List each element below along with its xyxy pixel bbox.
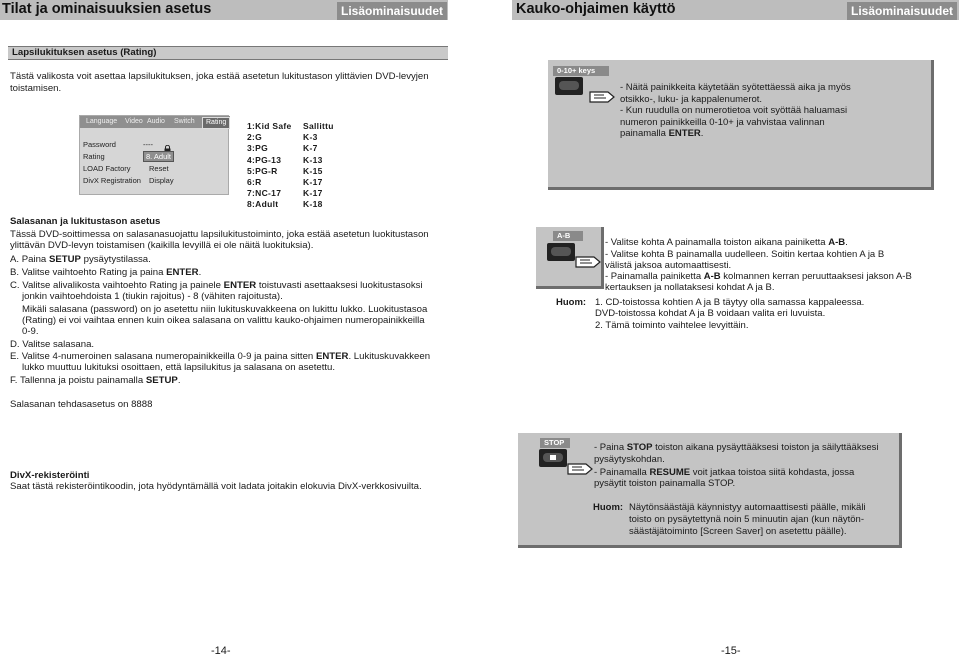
allowed-age: K-17 <box>303 188 323 199</box>
step-e-cont: lukko muuttuu lukituksi osoittaen, että lapsilukitus ja salasana on asetettu. <box>22 362 336 373</box>
rating-level: 5:PG-R <box>247 165 278 176</box>
stop-label: STOP <box>540 438 570 448</box>
osd-reset-value[interactable]: Reset <box>149 164 169 173</box>
keys-text-line: - Kun ruudulla on numerotietoa voit syöttää haluamasi <box>620 105 848 116</box>
allowed-age: K-17 <box>303 177 323 188</box>
tab-video[interactable]: Video <box>125 118 143 125</box>
osd-rating-value[interactable]: 8. Adult <box>143 151 174 162</box>
rating-level: 8:Adult <box>247 199 279 210</box>
allowed-age: K-13 <box>303 154 323 165</box>
osd-password-value[interactable]: ---- <box>143 140 153 149</box>
step-c-cont: 0-9. <box>22 326 39 337</box>
keys-label: 0-10+ keys <box>553 66 609 76</box>
stop-note-line: säästäjätoiminto [Screen Saver] on asetettu päälle). <box>629 526 847 537</box>
keys-text-line: painamalla ENTER. <box>620 128 704 139</box>
ab-text-line: - Valitse kohta A painamalla toiston aikana painiketta A-B. <box>605 237 848 248</box>
step-a: A. Paina SETUP pysäytystilassa. <box>10 254 151 265</box>
keys-text-line: numeron painikkeilla 0-10+ ja vahvistaa valinnan <box>620 117 825 128</box>
step-f: F. Tallenna ja poistu painamalla SETUP. <box>10 375 181 386</box>
tab-language[interactable]: Language <box>86 118 118 125</box>
rating-section-header <box>8 46 448 60</box>
keys-text-line: otsikko-, luku- ja kappalenumerot. <box>620 94 763 105</box>
step-c-cont: Mikäli salasana (password) on jo asetettu niin lukituskuvakkeena on lukittu lukko. Luokitustasoa <box>22 304 428 315</box>
stop-button-icon <box>539 449 567 467</box>
stop-note-line: toisto on pysäytettynä noin 5 minuutin ajan (kun näytön- <box>629 514 865 525</box>
allowed-ages <box>303 121 334 211</box>
tab-rating[interactable]: Rating <box>202 117 230 129</box>
rating-intro-2: toistamisen. <box>10 83 62 94</box>
allowed-age: K-18 <box>303 199 323 210</box>
left-header-button[interactable]: Lisäominaisuudet <box>337 2 447 20</box>
ab-button-icon <box>547 243 575 261</box>
step-b: B. Valitse vaihtoehto Rating ja paina ENTER. <box>10 267 202 278</box>
left-header-title: Tilat ja ominaisuuksien asetus <box>2 1 212 17</box>
allowed-age: K-7 <box>303 143 318 154</box>
stop-note-line: Näytönsäästäjä käynnistyy automaattisesti päälle, mikäli <box>629 502 866 513</box>
ab-note-line: DVD-toistossa kohdat A ja B voidaan valita eri luvuista. <box>595 308 826 319</box>
keys-text-line: - Näitä painikkeita käytetään syötettäessä aika ja myös <box>620 82 851 93</box>
rating-level: 3:PG <box>247 143 269 154</box>
tab-switch[interactable]: Switch <box>174 118 195 125</box>
page-number-left: -14- <box>211 645 231 657</box>
page-number-right: -15- <box>721 645 741 657</box>
pencil-note-icon <box>566 460 594 483</box>
osd-load-factory-label: LOAD Factory <box>83 164 131 173</box>
rating-level: 1:Kid Safe <box>247 121 292 131</box>
step-c-cont: (Rating) ei voi vaihtaa ennen kuin oikea salasana on valittu kauko-ohjaimen numeropainikkeilla <box>22 315 425 326</box>
osd-rating-label: Rating <box>83 152 105 161</box>
ab-note-line: 1. CD-toistossa kohtien A ja B täytyy olla samassa kappaleessa. <box>595 297 865 308</box>
right-header-title: Kauko-ohjaimen käyttö <box>516 1 676 17</box>
password-section-title: Salasanan ja lukitustason asetus <box>10 216 161 227</box>
ab-label: A-B <box>553 231 583 241</box>
step-e: E. Valitse 4-numeroinen salasana numeropainikkeilla 0-9 ja paina sitten ENTER. Lukituskuvakkeen <box>10 351 431 362</box>
osd-divx-label: DivX Registration <box>83 176 141 185</box>
tab-audio[interactable]: Audio <box>147 118 165 125</box>
divx-title: DivX-rekisteröinti <box>10 470 90 481</box>
allowed-header: Sallittu <box>303 121 334 131</box>
password-line: ylittävän DVD-levyn toistamisen (kaikilla levyillä ei ole näitä luokituksia). <box>10 240 314 251</box>
ab-note-line: 2. Tämä toiminto vaihtelee levyittäin. <box>595 320 749 331</box>
stop-text-line: pysäytyskohdan. <box>594 454 665 465</box>
step-c: C. Valitse alivalikosta vaihtoehto Rating ja painele ENTER toistuvasti asettaaksesi luokitustasoksi <box>10 280 423 291</box>
stop-note-label: Huom: <box>593 502 624 513</box>
allowed-age: K-3 <box>303 132 318 143</box>
step-d: D. Valitse salasana. <box>10 339 95 350</box>
rating-levels <box>247 121 292 211</box>
rating-level: 6:R <box>247 177 262 188</box>
ab-text-line: - Painamalla painiketta A-B kolmannen kerran peruuttaaksesi jakson A-B <box>605 271 912 282</box>
ab-note-label: Huom: <box>556 297 587 308</box>
rating-level: 7:NC-17 <box>247 188 282 199</box>
right-header-button[interactable]: Lisäominaisuudet <box>847 2 957 20</box>
password-line: Tässä DVD-soittimessa on salasanasuojattu lapsilukitustoiminto, joka estää asetetun luokitustason <box>10 229 429 240</box>
step-c-cont: jonkin vaihtoehdoista 1 (tiukin rajoitus) - 8 (vähiten rajoitusta). <box>22 291 283 302</box>
osd-display-value[interactable]: Display <box>149 176 174 185</box>
pencil-note-icon <box>588 88 616 111</box>
ab-text-line: välistä jaksoa automaattisesti. <box>605 260 732 271</box>
keys-button-icon <box>555 77 583 95</box>
rating-section-title: Lapsilukituksen asetus (Rating) <box>12 47 157 58</box>
ab-text-line: kertauksen ja nollataksesi kohdat A ja B. <box>605 282 775 293</box>
lock-icon <box>164 140 171 148</box>
stop-text-line: - Paina STOP toiston aikana pysäyttääksesi toiston ja säilyttääksesi <box>594 442 879 453</box>
allowed-age: K-15 <box>303 165 323 176</box>
stop-text-line: pysäytit toiston painamalla STOP. <box>594 478 736 489</box>
factory-password: Salasanan tehdasasetus on 8888 <box>10 399 153 410</box>
rating-level: 4:PG-13 <box>247 154 282 165</box>
setup-menu-screen <box>79 115 229 195</box>
osd-password-label: Password <box>83 140 116 149</box>
pencil-note-icon <box>574 253 602 276</box>
ab-text-line: - Valitse kohta B painamalla uudelleen. Soitin kertaa kohtien A ja B <box>605 249 885 260</box>
stop-text-line: - Painamalla RESUME voit jatkaa toistoa siitä kohdasta, jossa <box>594 467 855 478</box>
divx-text: Saat tästä rekisteröintikoodin, jota hyödyntämällä voit ladata joitakin elokuvia DivX-verkkosivuilta. <box>10 481 422 492</box>
rating-intro-1: Tästä valikosta voit asettaa lapsilukituksen, joka estää asetetun lukitustason ylittävien DVD-levyjen <box>10 71 429 82</box>
rating-level: 2:G <box>247 132 263 143</box>
